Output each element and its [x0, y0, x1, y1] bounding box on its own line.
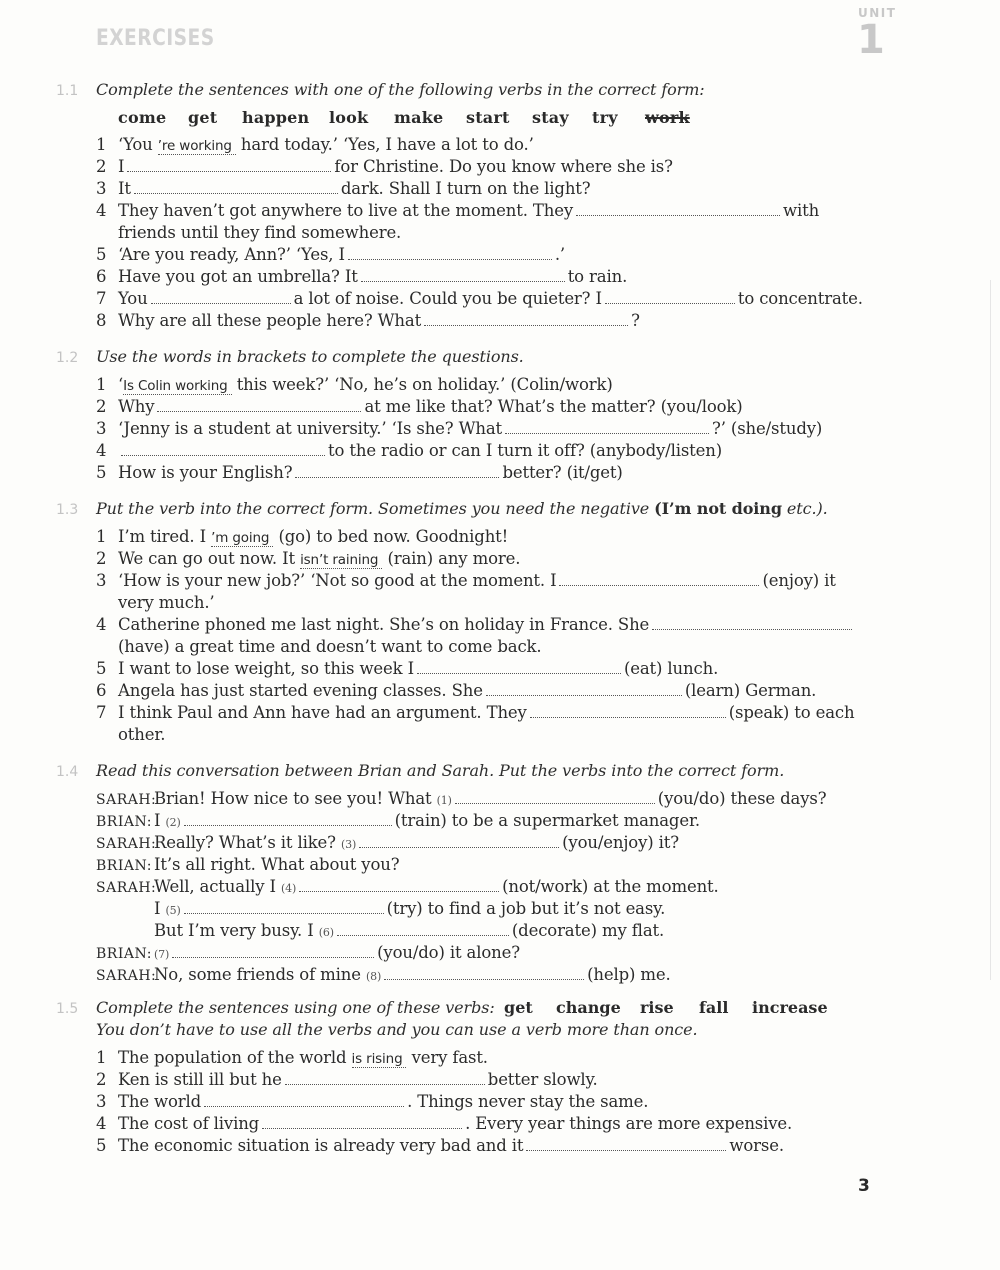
dialogue-line: SARAH:Well, actually I (4) (not/work) at the moment. [96, 877, 719, 896]
answer-blank[interactable] [262, 1127, 462, 1129]
answer-blank[interactable] [359, 846, 559, 848]
answer-blank[interactable] [417, 672, 621, 674]
speaker: BRIAN: [96, 814, 152, 830]
speaker: SARAH: [96, 792, 157, 808]
verb: happen [242, 108, 310, 127]
verb: change [556, 998, 621, 1017]
exercise-instruction: Complete the sentences with one of the following verbs in the correct form: [96, 80, 705, 99]
answer-blank[interactable] [151, 302, 291, 304]
item-number: 7 [96, 289, 107, 308]
exercise-line: I want to lose weight, so this week I (eat) lunch. [118, 659, 719, 678]
verb: stay [532, 108, 569, 127]
example-answer: is rising [352, 1051, 407, 1068]
exercise-line-continued: (have) a great time and doesn’t want to come back. [118, 637, 542, 656]
answer-blank[interactable] [295, 476, 499, 478]
exercise-line: I think Paul and Ann have had an argument. They (speak) to each [118, 703, 855, 722]
item-number: 1 [96, 527, 107, 546]
exercise-line: The world . Things never stay the same. [118, 1092, 649, 1111]
exercise-line: Catherine phoned me last night. She’s on holiday in France. She [118, 615, 855, 634]
verb-crossed-out: work [645, 108, 690, 127]
exercise-instruction: Put the verb into the correct form. Sometimes you need the negative (I’m not doing etc.). [96, 499, 828, 518]
item-number: 4 [96, 441, 107, 460]
answer-blank[interactable] [204, 1105, 404, 1107]
verb: start [466, 108, 510, 127]
speaker: SARAH: [96, 968, 157, 984]
item-number: 4 [96, 201, 107, 220]
item-number: 6 [96, 681, 107, 700]
speaker: BRIAN: [96, 858, 152, 874]
exercise-line: How is your English? better? (it/get) [118, 463, 623, 482]
item-number: 2 [96, 157, 107, 176]
dialogue-line: I (5) (try) to find a job but it’s not easy. [154, 899, 666, 918]
example-answer: ’m going [211, 530, 273, 547]
dialogue-line: BRIAN: I (2) (train) to be a supermarket manager. [96, 811, 700, 830]
answer-blank[interactable] [127, 170, 331, 172]
exercise-line: They haven’t got anywhere to live at the moment. They with [118, 201, 820, 220]
verb: increase [752, 998, 828, 1017]
item-number: 1 [96, 1048, 107, 1067]
item-number: 2 [96, 1070, 107, 1089]
speaker: SARAH: [96, 880, 157, 896]
exercise-number: 1.3 [56, 502, 79, 518]
answer-blank[interactable] [605, 302, 735, 304]
page-number: 3 [858, 1176, 870, 1196]
answer-blank[interactable] [424, 324, 628, 326]
page-heading: EXERCISES [96, 26, 215, 51]
page-edge-shadow [990, 280, 991, 980]
dialogue-line: SARAH:Really? What’s it like? (3) (you/enjoy) it? [96, 833, 679, 852]
answer-blank[interactable] [184, 824, 392, 826]
answer-blank[interactable] [348, 258, 552, 260]
verb: look [329, 108, 369, 127]
exercise-instruction: Read this conversation between Brian and Sarah. Put the verbs into the correct form. [96, 761, 785, 780]
item-number: 5 [96, 463, 107, 482]
verb: come [118, 108, 167, 127]
item-number: 8 [96, 311, 107, 330]
dialogue-line: SARAH:Brian! How nice to see you! What (1) (you/do) these days? [96, 789, 827, 808]
dialogue-line: BRIAN: (7) (you/do) it alone? [96, 943, 520, 962]
item-number: 2 [96, 549, 107, 568]
item-number: 3 [96, 1092, 107, 1111]
exercise-line-continued: other. [118, 725, 166, 744]
exercise-line: Angela has just started evening classes. She (learn) German. [118, 681, 817, 700]
answer-blank[interactable] [384, 978, 584, 980]
dialogue-line: BRIAN: It’s all right. What about you? [96, 855, 400, 874]
verb: get [504, 998, 533, 1017]
exercise-instruction: Complete the sentences using one of these verbs: [96, 998, 495, 1017]
exercise-number: 1.4 [56, 764, 79, 780]
item-number: 4 [96, 615, 107, 634]
answer-blank[interactable] [172, 956, 374, 958]
item-number: 5 [96, 1136, 107, 1155]
item-number: 1 [96, 375, 107, 394]
item-number: 6 [96, 267, 107, 286]
exercise-instruction-2: You don’t have to use all the verbs and you can use a verb more than once. [96, 1020, 698, 1039]
unit-label: UNIT [858, 6, 897, 20]
answer-blank[interactable] [559, 584, 759, 586]
speaker: SARAH: [96, 836, 157, 852]
exercise-line: I’m tired. I ’m going (go) to bed now. Goodnight! [118, 527, 509, 546]
answer-blank[interactable] [285, 1083, 485, 1085]
exercise-line: The population of the world is rising very fast. [118, 1048, 488, 1067]
item-number: 3 [96, 571, 107, 590]
example-answer: Is Colin working [123, 378, 232, 395]
item-number: 3 [96, 419, 107, 438]
exercise-line: I for Christine. Do you know where she is? [118, 157, 673, 176]
answer-blank[interactable] [530, 716, 726, 718]
exercise-instruction: Use the words in brackets to complete the questions. [96, 347, 524, 366]
item-number: 1 [96, 135, 107, 154]
item-number: 3 [96, 179, 107, 198]
exercise-line: Have you got an umbrella? It to rain. [118, 267, 628, 286]
exercise-line: Why at me like that? What’s the matter? (you/look) [118, 397, 743, 416]
exercise-number: 1.2 [56, 350, 79, 366]
item-number: 5 [96, 659, 107, 678]
answer-blank[interactable] [526, 1149, 726, 1151]
exercise-line: The economic situation is already very bad and it worse. [118, 1136, 784, 1155]
answer-blank[interactable] [455, 802, 655, 804]
item-number: 4 [96, 1114, 107, 1133]
exercise-line: ‘You ’re working hard today.’ ‘Yes, I have a lot to do.’ [118, 135, 534, 154]
exercise-line: ‘Are you ready, Ann?’ ‘Yes, I .’ [118, 245, 566, 264]
unit-number: 1 [857, 17, 885, 63]
verb: make [394, 108, 444, 127]
dialogue-line: But I’m very busy. I (6) (decorate) my flat. [154, 921, 665, 940]
dialogue-line: SARAH:No, some friends of mine (8) (help) me. [96, 965, 671, 984]
answer-blank[interactable] [652, 628, 852, 630]
answer-blank[interactable] [486, 694, 682, 696]
answer-blank[interactable] [361, 280, 565, 282]
answer-blank[interactable] [121, 454, 325, 456]
item-number: 5 [96, 245, 107, 264]
exercise-line-continued: friends until they find somewhere. [118, 223, 402, 242]
exercise-line: Ken is still ill but he better slowly. [118, 1070, 598, 1089]
answer-blank[interactable] [184, 912, 384, 914]
item-number: 7 [96, 703, 107, 722]
exercise-line: You a lot of noise. Could you be quieter? I to concentrate. [118, 289, 863, 308]
verb: fall [699, 998, 729, 1017]
verb: try [592, 108, 618, 127]
answer-blank[interactable] [337, 934, 509, 936]
exercise-line: Why are all these people here? What ? [118, 311, 640, 330]
exercise-line: ‘Jenny is a student at university.’ ‘Is she? What ?’ (she/study) [118, 419, 823, 438]
answer-blank[interactable] [505, 432, 709, 434]
answer-blank[interactable] [576, 214, 780, 216]
exercise-number: 1.1 [56, 83, 79, 99]
verb: get [188, 108, 218, 127]
speaker: BRIAN: [96, 946, 152, 962]
exercise-line: ‘Is Colin working this week?’ ‘No, he’s on holiday.’ (Colin/work) [118, 375, 613, 394]
example-answer: isn’t raining [300, 552, 382, 569]
exercise-line: The cost of living . Every year things are more expensive. [118, 1114, 793, 1133]
exercise-line-continued: very much.’ [118, 593, 215, 612]
exercise-line: to the radio or can I turn it off? (anybody/listen) [118, 441, 722, 460]
exercise-line: ‘How is your new job?’ ‘Not so good at the moment. I (enjoy) it [118, 571, 836, 590]
answer-blank[interactable] [157, 410, 361, 412]
exercise-line: It dark. Shall I turn on the light? [118, 179, 591, 198]
example-answer: ’re working [158, 138, 236, 155]
item-number: 2 [96, 397, 107, 416]
answer-blank[interactable] [134, 192, 338, 194]
exercise-number: 1.5 [56, 1001, 79, 1017]
answer-blank[interactable] [299, 890, 499, 892]
verb: rise [640, 998, 674, 1017]
exercise-line: We can go out now. It isn’t raining (rain) any more. [118, 549, 521, 568]
